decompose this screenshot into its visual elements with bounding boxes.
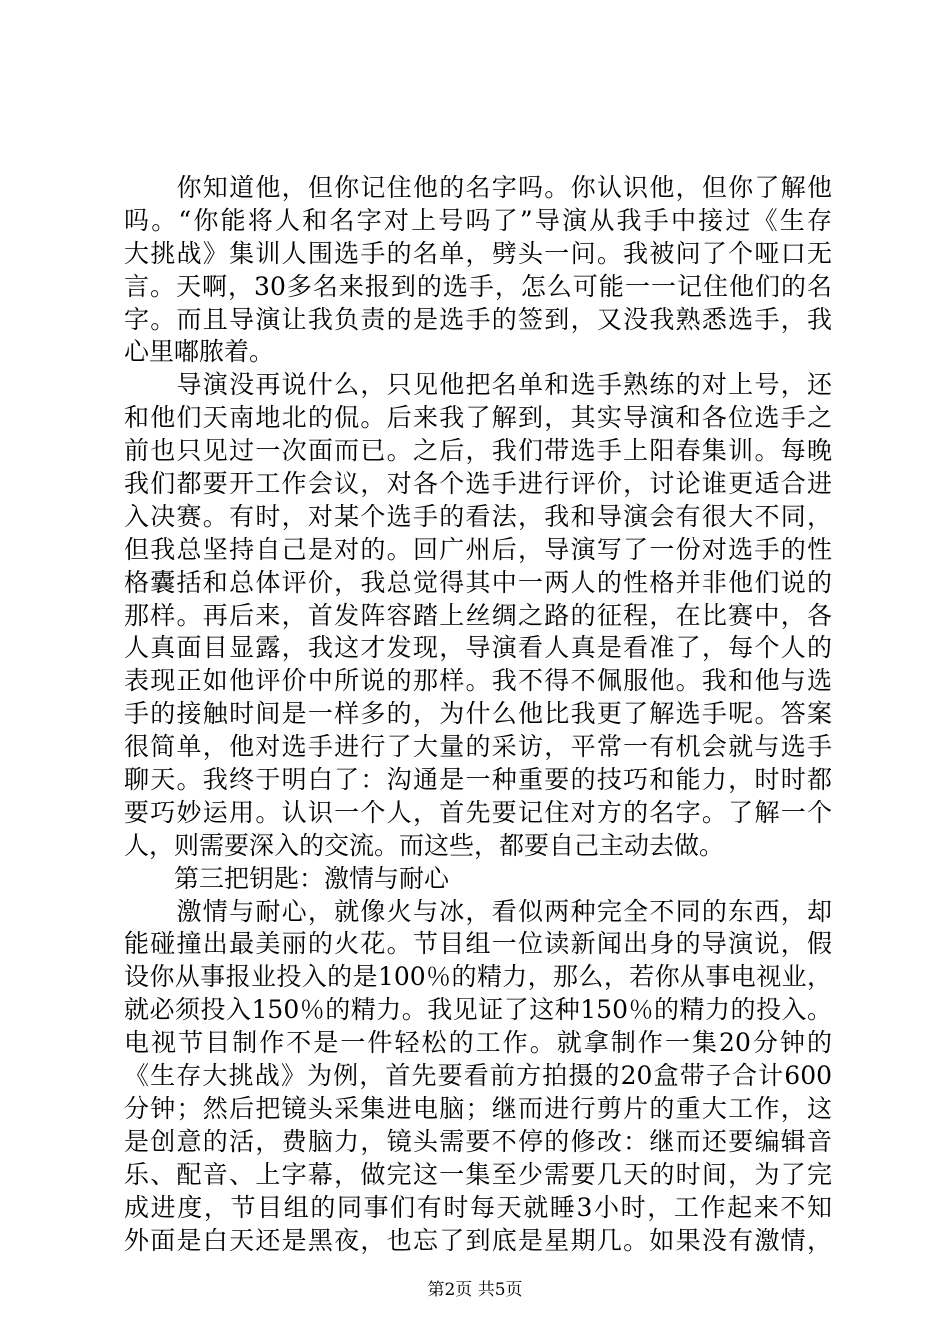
text-line: 要巧妙运用。认识一个人，首先要记住对方的名字。了解一个 xyxy=(124,797,832,827)
text-line: 人，则需要深入的交流。而这些，都要自己主动去做。 xyxy=(124,830,725,860)
page-footer: 第2页 共5页 xyxy=(427,1280,523,1300)
text-line: 设你从事报业投入的是100％的精力，那么，若你从事电视业， xyxy=(124,962,832,992)
text-line: 我们都要开工作会议，对各个选手进行评价，讨论谁更适合进 xyxy=(124,469,832,499)
text-line: 吗。“你能将人和名字对上号吗了”导演从我手中接过《生存 xyxy=(124,205,832,235)
text-line: 乐、配音、上字幕，做完这一集至少需要几天的时间，为了完 xyxy=(124,1159,832,1189)
text-line: 就必须投入150％的精力。我见证了这种150％的精力的投入。 xyxy=(124,995,832,1025)
text-line: 能碰撞出最美丽的火花。节目组一位读新闻出身的导演说，假 xyxy=(124,929,832,959)
text-line: 激情与耐心，就像火与冰，看似两种完全不同的东西，却 xyxy=(124,896,832,926)
text-line: 电视节目制作不是一件轻松的工作。就拿制作一集20分钟的 xyxy=(124,1028,832,1058)
text-line: 手的接触时间是一样多的，为什么他比我更了解选手呢。答案 xyxy=(124,699,832,729)
text-line: 人真面目显露，我这才发现，导演看人真是看准了，每个人的 xyxy=(124,633,832,663)
text-line: 很简单，他对选手进行了大量的采访，平常一有机会就与选手 xyxy=(124,732,832,762)
text-line: 成进度，节目组的同事们有时每天就睡3小时，工作起来不知 xyxy=(124,1192,832,1222)
text-line: 但我总坚持自己是对的。回广州后，导演写了一份对选手的性 xyxy=(124,534,832,564)
text-line: 和他们天南地北的侃。后来我了解到，其实导演和各位选手之 xyxy=(124,403,832,433)
text-line: 聊天。我终于明白了：沟通是一种重要的技巧和能力，时时都 xyxy=(124,765,832,795)
text-line: 你知道他，但你记住他的名字吗。你认识他，但你了解他 xyxy=(124,173,832,202)
text-line: 心里嘟脓着。 xyxy=(124,337,275,367)
text-line: 第三把钥匙：激情与耐心 xyxy=(124,863,450,893)
text-line: 字。而且导演让我负责的是选手的签到，又没我熟悉选手，我 xyxy=(124,304,832,334)
text-line: 导演没再说什么，只见他把名单和选手熟练的对上号，还 xyxy=(124,370,832,400)
text-line: 《生存大挑战》为例，首先要看前方拍摄的20盒带子合计600 xyxy=(124,1061,832,1091)
text-line: 是创意的活，费脑力，镜头需要不停的修改：继而还要编辑音 xyxy=(124,1126,832,1156)
text-line: 入决赛。有时，对某个选手的看法，我和导演会有很大不同， xyxy=(124,501,832,531)
text-line: 那样。再后来，首发阵容踏上丝绸之路的征程，在比赛中，各 xyxy=(124,600,832,630)
text-line: 大挑战》集训人围选手的名单，劈头一问。我被问了个哑口无 xyxy=(124,238,832,268)
text-line: 前也只见过一次面而已。之后，我们带选手上阳春集训。每晚 xyxy=(124,436,832,466)
text-line: 格囊括和总体评价，我总觉得其中一两人的性格并非他们说的 xyxy=(124,567,832,597)
text-line: 外面是白天还是黑夜，也忘了到底是星期几。如果没有激情， xyxy=(124,1225,832,1255)
text-line: 言。天啊，30多名来报到的选手，怎么可能一一记住他们的名 xyxy=(124,271,832,301)
text-line: 分钟；然后把镜头采集进电脑；继而进行剪片的重大工作，这 xyxy=(124,1093,832,1123)
body-text xyxy=(124,172,832,1257)
text-line: 表现正如他评价中所说的那样。我不得不佩服他。我和他与选 xyxy=(124,666,832,696)
